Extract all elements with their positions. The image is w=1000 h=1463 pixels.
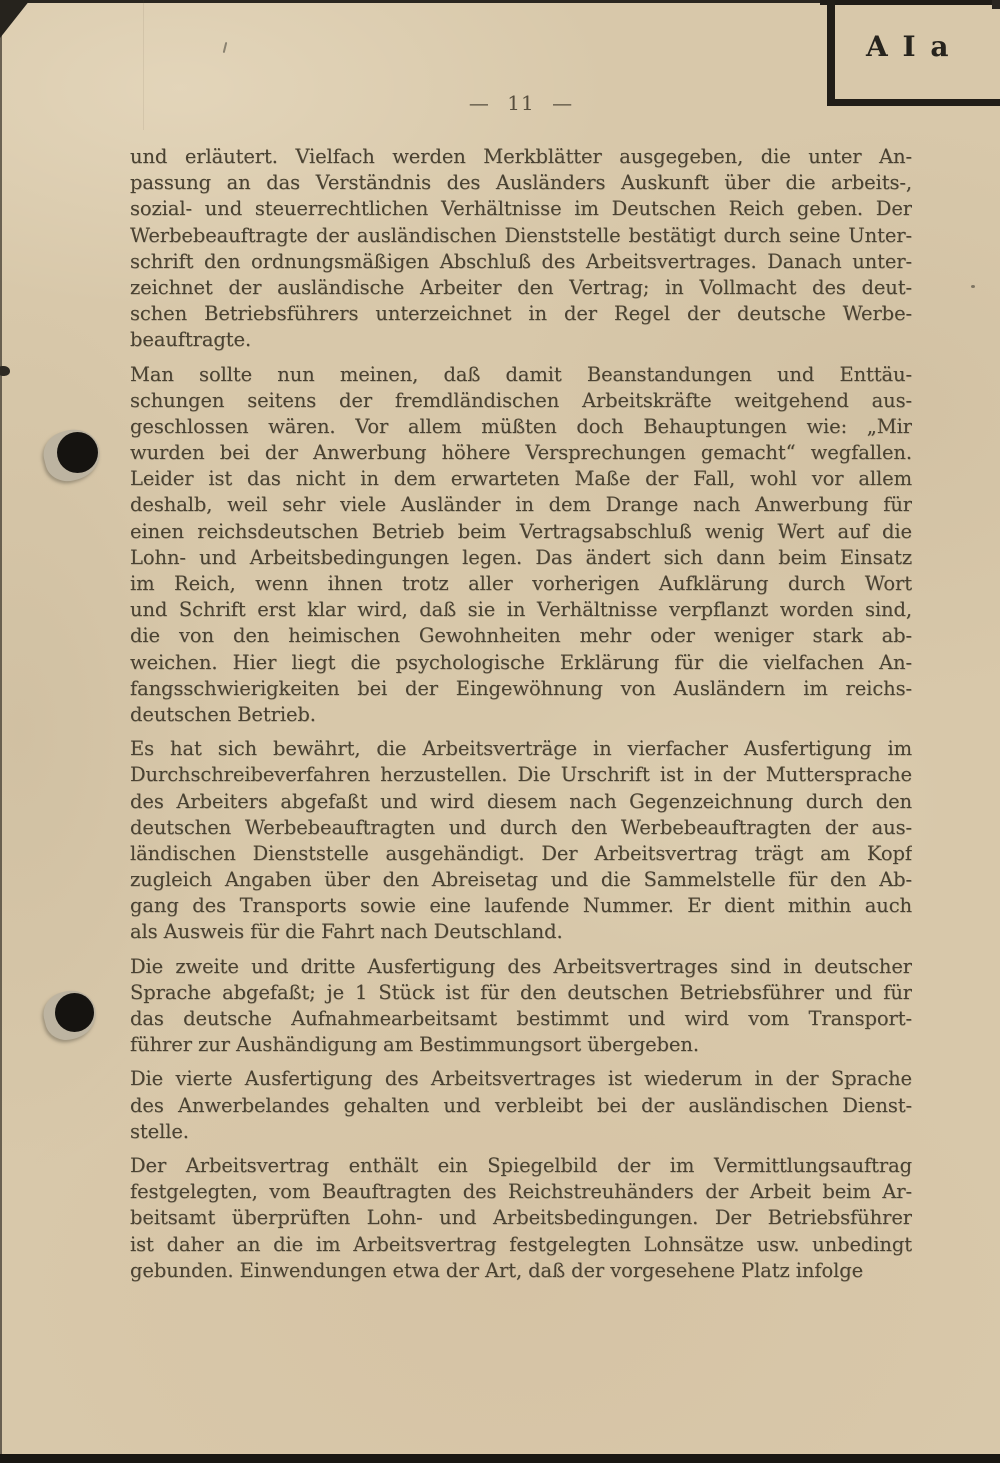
text-line: des Arbeiters abgefaßt und wird diesem nach Gegenzeichnung durch den (130, 789, 912, 813)
text-line: im Reich, wenn ihnen trotz aller vorherigen Aufklärung durch Wort (130, 572, 912, 595)
text-line: zugleich Angaben über den Abreisetag und die Sammelstelle für den Ab- (130, 868, 912, 892)
paragraph (130, 1066, 912, 1145)
document-body (130, 144, 912, 1292)
scan-edge-bottom (0, 1454, 1000, 1463)
text-line: sozial- und steuerrechtlichen Verhältnisse im Deutschen Reich geben. Der (130, 197, 912, 221)
text-line: ist daher an die im Arbeitsvertrag festgelegten Lohnsätze usw. unbedingt (130, 1232, 912, 1256)
text-line: das deutsche Aufnahmearbeitsamt bestimmt und wird vom Transport- (130, 1007, 912, 1030)
text-line: des Anwerbelandes gehalten und verbleibt bei der ausländischen Dienst- (130, 1093, 912, 1117)
text-line: Der Arbeitsvertrag enthält ein Spiegelbild der im Vermittlungsauftrag (130, 1153, 912, 1177)
text-line: passung an das Verständnis des Ausländers Auskunft über die arbeits-, (130, 171, 912, 195)
text-line: beauftragte. (130, 328, 252, 352)
text-line: ländischen Dienststelle ausgehändigt. Der Arbeitsvertrag trägt am Kopf (130, 841, 912, 865)
text-line: weichen. Hier liegt die psychologische Erklärung für die vielfachen An- (130, 650, 912, 674)
text-line: und erläutert. Vielfach werden Merkblätter ausgegeben, die unter An- (130, 145, 912, 168)
hole-punch-hole (55, 993, 94, 1032)
scan-edge-left (0, 0, 2, 1463)
paragraph (130, 362, 912, 729)
text-line: führer zur Aushändigung am Bestimmungsort übergeben. (130, 1033, 699, 1057)
text-line: als Ausweis für die Fahrt nach Deutschland. (130, 920, 563, 944)
text-line: deshalb, weil sehr viele Ausländer in dem Drange nach Anwerbung für (130, 493, 912, 517)
classification-label: A I a (866, 30, 951, 63)
text-line: Die zweite und dritte Ausfertigung des Arbeitsvertrages sind in deutscher (130, 954, 912, 978)
text-line: und Schrift erst klar wird, daß sie in Verhältnisse verpflanzt worden sind, (130, 598, 912, 622)
text-line: Werbebeauftragte der ausländischen Dienststelle bestätigt durch seine Unter- (130, 223, 912, 247)
text-line: beitsamt überprüften Lohn- und Arbeitsbedingungen. Der Betriebsführer (130, 1206, 912, 1230)
text-line: schrift den ordnungsmäßigen Abschluß des Arbeitsvertrages. Danach unter- (130, 249, 912, 273)
text-line: Durchschreibeverfahren herzustellen. Die Urschrift ist in der Muttersprache (130, 763, 912, 787)
paragraph (130, 1153, 912, 1284)
text-line: wurden bei der Anwerbung höhere Versprechungen gemacht“ wegfallen. (130, 441, 912, 465)
text-line: Die vierte Ausfertigung des Arbeitsvertrages ist wiederum in der Sprache (130, 1067, 912, 1091)
text-line: gang des Transports sowie eine laufende Nummer. Er dient mithin auch (130, 894, 912, 918)
paragraph (130, 736, 912, 946)
text-line: festgelegten, vom Beauftragten des Reichstreuhänders der Arbeit beim Ar- (130, 1180, 912, 1204)
ink-speck (971, 285, 975, 288)
text-line: die von den heimischen Gewohnheiten mehr oder weniger stark ab- (130, 624, 912, 648)
hole-punch-hole (57, 432, 98, 473)
paragraph (130, 144, 912, 354)
text-line: Es hat sich bewährt, die Arbeitsverträge in vierfacher Ausfertigung im (130, 737, 912, 761)
text-line: Leider ist das nicht in dem erwarteten Maße der Fall, wohl vor allem (130, 467, 912, 491)
text-line: gebunden. Einwendungen etwa der Art, daß der vorgesehene Platz infolge (130, 1258, 864, 1282)
text-line: stelle. (130, 1119, 189, 1143)
paragraph (130, 954, 912, 1059)
text-line: zeichnet der ausländische Arbeiter den Vertrag; in Vollmacht des deut- (130, 275, 912, 299)
text-line: Lohn- und Arbeitsbedingungen legen. Das ändert sich dann beim Einsatz (130, 545, 912, 569)
text-line: schen Betriebsführers unterzeichnet in der Regel der deutsche Werbe- (130, 302, 912, 326)
text-line: deutschen Betrieb. (130, 702, 316, 726)
page-number: — 11 — (468, 91, 574, 115)
text-line: deutschen Werbebeauftragten und durch den Werbebeauftragten der aus- (130, 815, 912, 839)
text-line: Sprache abgefaßt; je 1 Stück ist für den deutschen Betriebsführer und für (130, 980, 912, 1004)
text-line: Man sollte nun meinen, daß damit Beanstandungen und Enttäu- (130, 362, 912, 386)
text-line: geschlossen wären. Vor allem müßten doch Behauptungen wie: „Mir (130, 414, 912, 438)
text-line: einen reichsdeutschen Betrieb beim Vertragsabschluß wenig Wert auf die (130, 519, 912, 543)
text-line: fangsschwierigkeiten bei der Eingewöhnung von Ausländern im reichs- (130, 676, 912, 700)
text-line: schungen seitens der fremdländischen Arbeitskräfte weitgehend aus- (130, 388, 912, 412)
